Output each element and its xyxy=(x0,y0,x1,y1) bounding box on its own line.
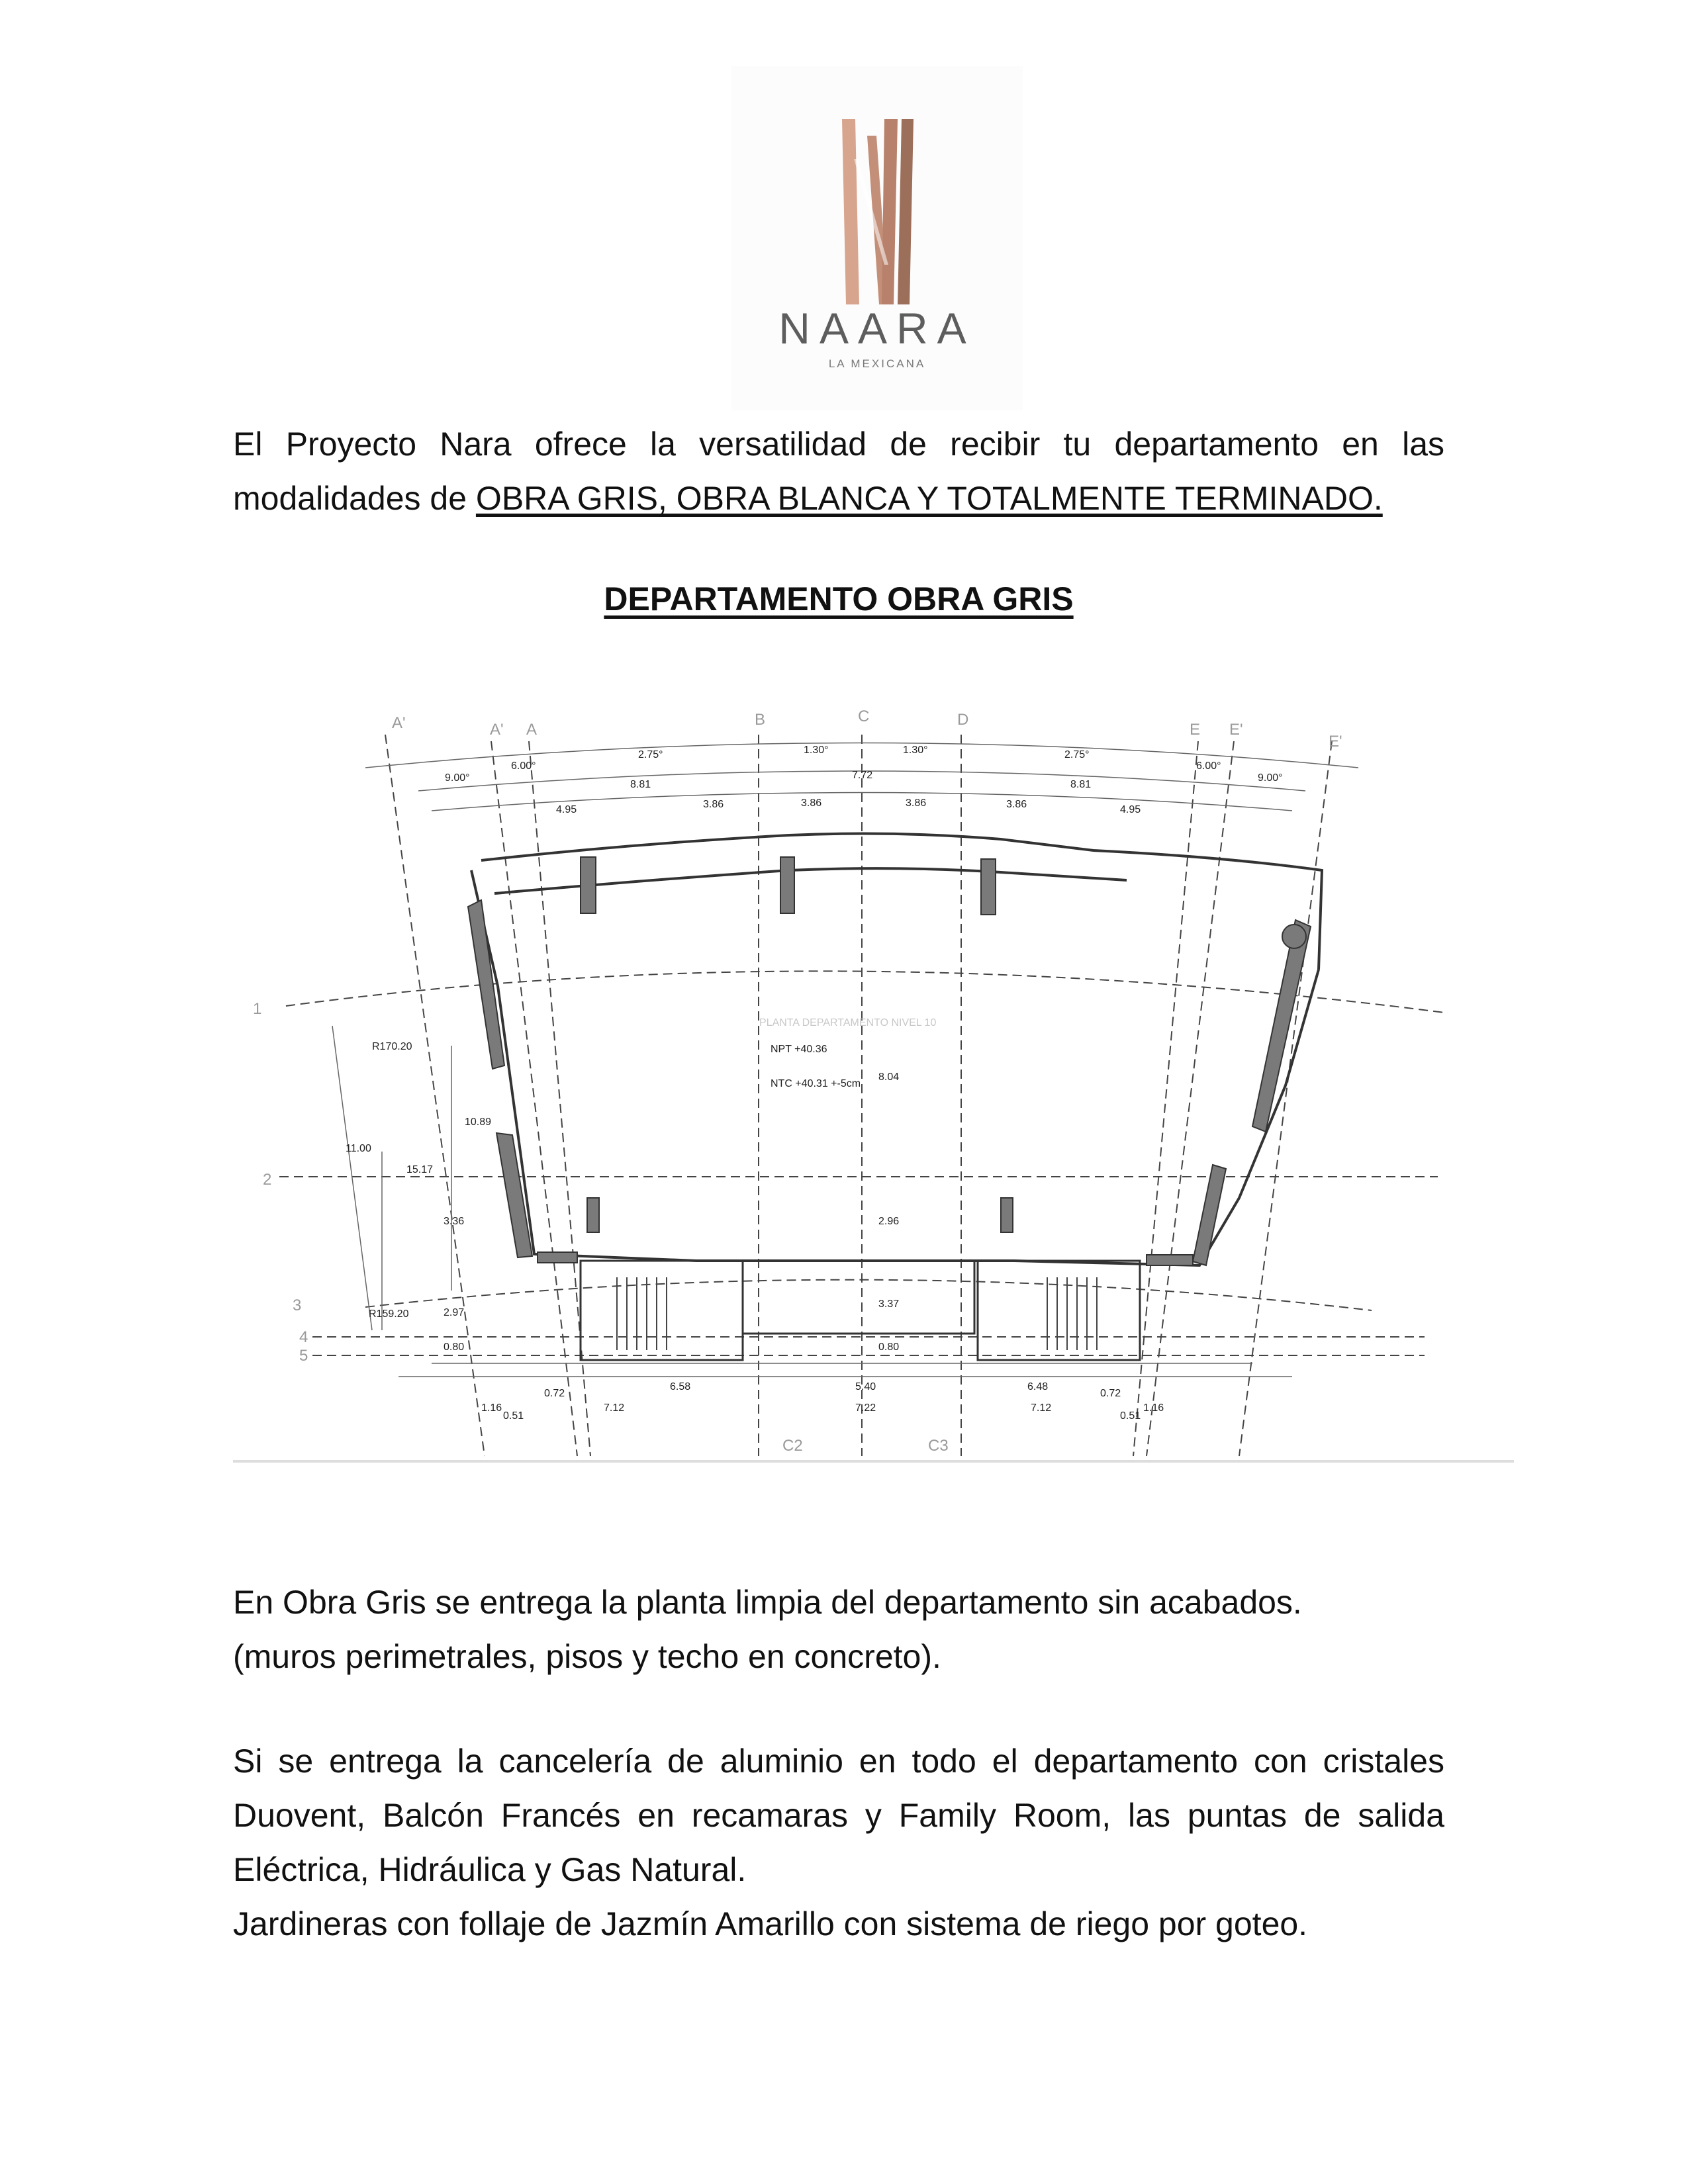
dimension-label: 7.12 xyxy=(604,1402,625,1414)
intro-text: El Proyecto Nara ofrece la versatilidad de recibir tu departamento en las modalidades de xyxy=(233,426,1444,517)
axis-label-top: A xyxy=(526,721,538,739)
axis-label-left: 4 xyxy=(299,1328,308,1346)
dimension-label: 1.16 xyxy=(481,1402,502,1414)
dimension-label: 7.12 xyxy=(1031,1402,1052,1414)
level-label-npt: NPT +40.36 xyxy=(771,1044,827,1055)
axis-label-top: A' xyxy=(392,714,406,732)
floor-plan-drawing xyxy=(233,695,1514,1473)
axis-label-left: 3 xyxy=(293,1297,302,1314)
dimension-label: 0.51 xyxy=(503,1410,524,1422)
dimension-label: 7.72 xyxy=(852,770,873,781)
dimension-label: R159.20 xyxy=(369,1308,409,1320)
planters-paragraph: Jardineras con follaje de Jazmín Amarillo con sistema de riego por goteo. xyxy=(233,1905,1308,1942)
logo xyxy=(731,66,1023,410)
intro-paragraph xyxy=(233,417,1444,525)
dimension-label: 0.72 xyxy=(1100,1388,1121,1399)
dimension-label: 10.89 xyxy=(465,1116,492,1128)
axis-label-bottom: C2 xyxy=(782,1437,803,1455)
dimension-label: 1.30° xyxy=(804,745,829,756)
dimension-label: 0.80 xyxy=(444,1342,465,1353)
dimension-label: 3.36 xyxy=(444,1216,465,1227)
dimension-label: 3.86 xyxy=(703,799,724,810)
axis-label-top: E' xyxy=(1329,733,1342,751)
dimension-label: 1.16 xyxy=(1143,1402,1164,1414)
axis-label-top: E xyxy=(1190,721,1201,739)
naara-logo-mark xyxy=(827,113,927,311)
logo-tagline: LA MEXICANA xyxy=(828,357,926,370)
axis-label-top: B xyxy=(755,711,766,729)
plan-watermark: PLANTA DEPARTAMENTO NIVEL 10 xyxy=(759,1017,937,1028)
dimension-label: 3.86 xyxy=(801,797,822,809)
dimension-label: 2.75° xyxy=(1064,749,1090,760)
dimension-label: 7.22 xyxy=(855,1402,876,1414)
dimension-label: 1.30° xyxy=(903,745,928,756)
dimension-label: 9.00° xyxy=(445,772,470,784)
dimension-label: 3.37 xyxy=(878,1298,900,1310)
dimension-label: 8.81 xyxy=(1070,779,1092,790)
axis-label-top: A' xyxy=(490,721,504,739)
dimension-label: 4.95 xyxy=(556,804,577,815)
dimension-label: 0.51 xyxy=(1120,1410,1141,1422)
dimension-label: 6.00° xyxy=(511,760,536,772)
dimension-label: 2.96 xyxy=(878,1216,900,1227)
axis-label-top: D xyxy=(957,711,969,729)
dimension-label: 8.04 xyxy=(878,1071,900,1083)
dimension-label: 4.95 xyxy=(1120,804,1141,815)
dimension-label: 0.80 xyxy=(878,1342,900,1353)
dimension-label: 5.40 xyxy=(855,1381,876,1392)
included-items-paragraph: Si se entrega la cancelería de aluminio en todo el departamento con cristales Duovent, Balcón Francés en recamaras y Family Room, las puntas de salida Eléctrica, Hidráulica y Gas Natural. xyxy=(233,1743,1444,1888)
axis-label-top: C xyxy=(858,707,870,725)
dimension-label: 9.00° xyxy=(1258,772,1283,784)
axis-label-bottom: C3 xyxy=(928,1437,949,1455)
section-heading: DEPARTAMENTO OBRA GRIS xyxy=(604,580,1074,617)
dimension-label: 15.17 xyxy=(406,1164,434,1175)
floor-plan-svg xyxy=(233,695,1514,1473)
axis-label-top: E' xyxy=(1229,721,1243,739)
intro-modalities: OBRA GRIS, OBRA BLANCA Y TOTALMENTE TERMINADO. xyxy=(475,480,1383,517)
dimension-label: 2.97 xyxy=(444,1307,465,1318)
logo-wordmark: NAARA xyxy=(778,304,976,353)
axis-label-left: 5 xyxy=(299,1347,308,1365)
dimension-label: 3.86 xyxy=(1006,799,1027,810)
dimension-label: 6.00° xyxy=(1196,760,1221,772)
dimension-label: 11.00 xyxy=(346,1143,371,1154)
dimension-label: 2.75° xyxy=(638,749,663,760)
dimension-label: R170.20 xyxy=(372,1041,412,1052)
dimension-label: 3.86 xyxy=(906,797,927,809)
dimension-label: 0.72 xyxy=(544,1388,565,1399)
axis-label-left: 2 xyxy=(263,1171,272,1189)
dimension-label: 6.48 xyxy=(1027,1381,1049,1392)
axis-label-left: 1 xyxy=(253,1000,262,1018)
obra-gris-line-1: En Obra Gris se entrega la planta limpia del departamento sin acabados. xyxy=(233,1584,1302,1621)
dimension-label: 8.81 xyxy=(630,779,651,790)
obra-gris-line-2: (muros perimetrales, pisos y techo en concreto). xyxy=(233,1638,941,1675)
obra-gris-paragraph xyxy=(233,1575,1444,1684)
dimension-label: 6.58 xyxy=(670,1381,691,1392)
level-label-ntc: NTC +40.31 +-5cm xyxy=(771,1078,861,1089)
